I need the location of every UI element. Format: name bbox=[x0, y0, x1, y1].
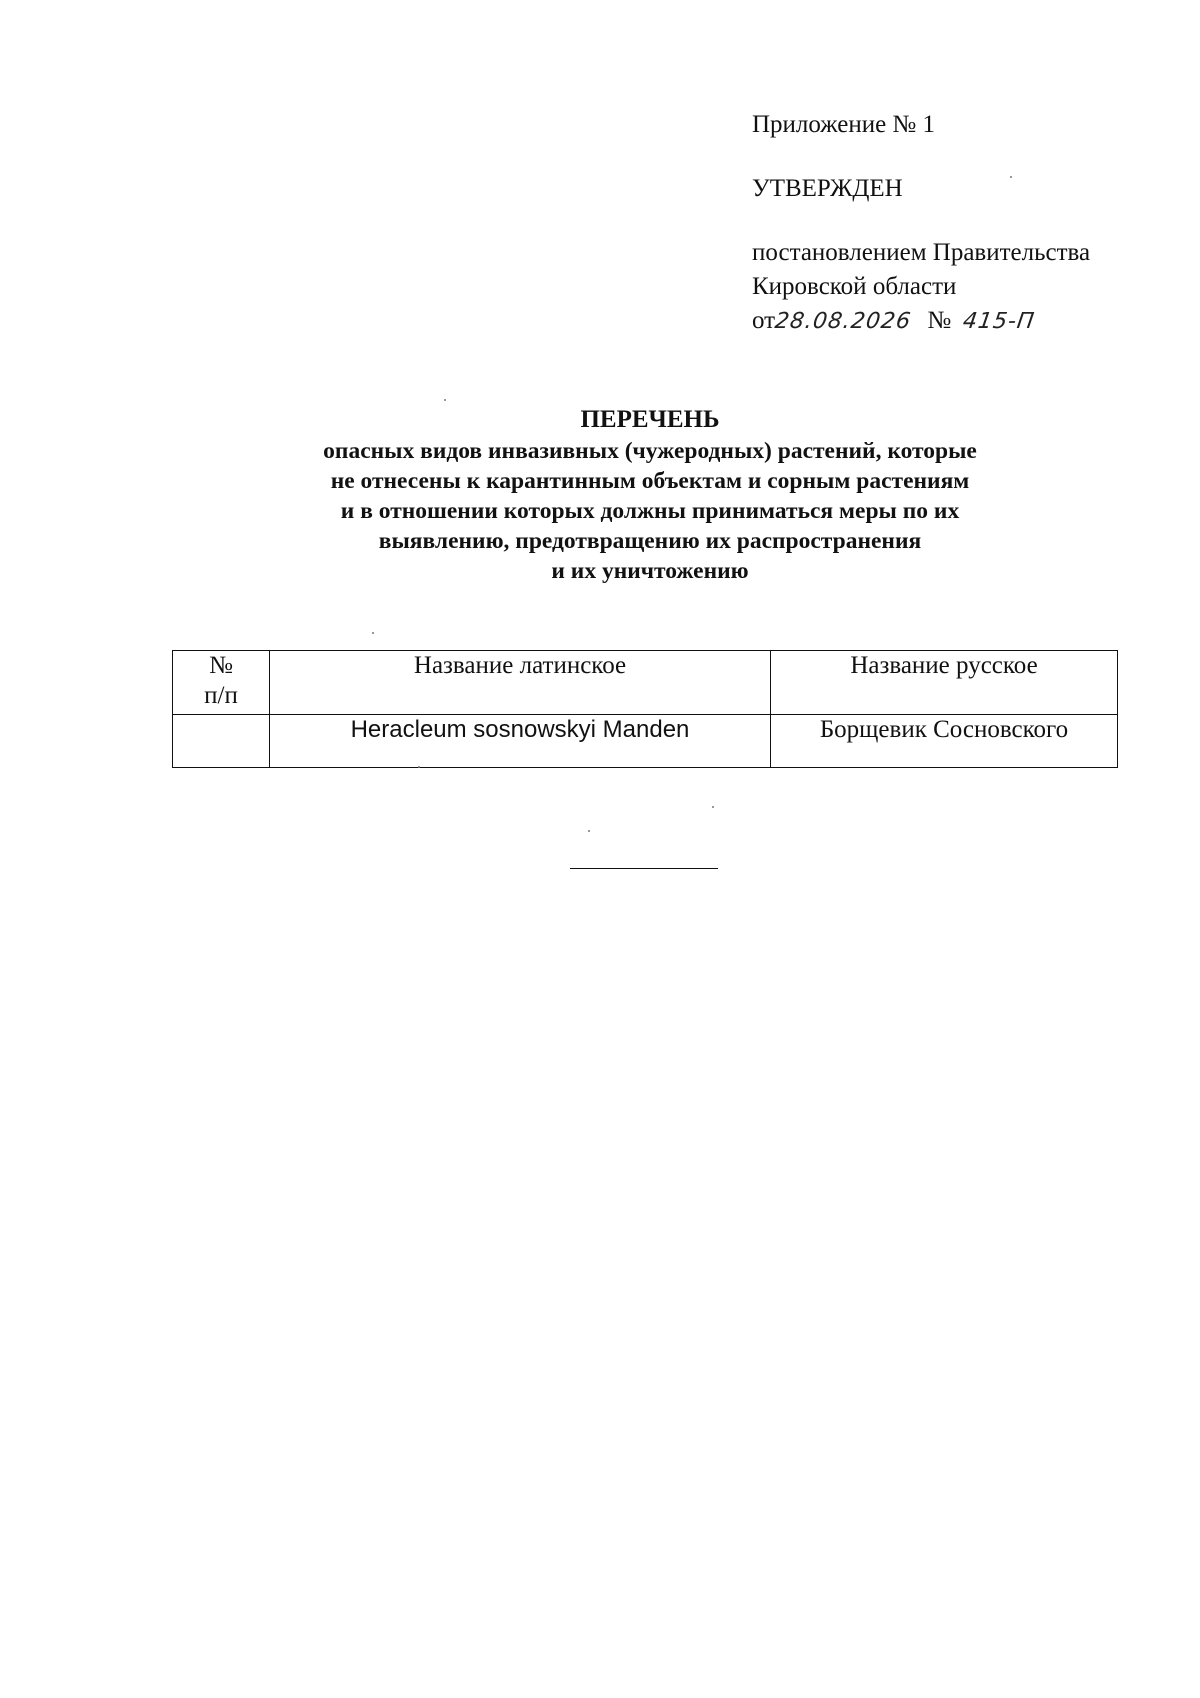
approval-date-line bbox=[752, 304, 1035, 339]
header-num-symbol: № bbox=[209, 652, 233, 679]
approved-by-line1: постановлением Правительства bbox=[752, 239, 1091, 266]
header-russian: Название русское bbox=[771, 651, 1118, 715]
title-line: опасных видов инвазивных (чужеродных) растений, которые bbox=[323, 438, 977, 464]
scan-speck bbox=[372, 632, 374, 634]
scan-speck bbox=[588, 830, 590, 832]
title-heading: ПЕРЕЧЕНЬ bbox=[580, 406, 720, 433]
end-separator-line bbox=[570, 868, 718, 869]
scan-speck bbox=[1010, 176, 1012, 178]
table-header-row bbox=[173, 651, 1118, 715]
header-num-pp: п/п bbox=[204, 682, 238, 709]
title-line: и их уничтожению bbox=[551, 558, 749, 584]
appendix-number: Приложение № 1 bbox=[752, 111, 936, 138]
approved-stamp-text: УТВЕРЖДЕН bbox=[752, 175, 903, 202]
handwritten-date: 28.08.2026 bbox=[773, 309, 913, 334]
number-prefix: № bbox=[927, 307, 952, 334]
header-latin: Название латинское bbox=[270, 651, 771, 715]
title-line: и в отношении которых должны приниматься меры по их bbox=[340, 498, 960, 524]
document-title bbox=[150, 405, 1150, 586]
cell-num bbox=[173, 715, 270, 768]
scan-speck bbox=[418, 766, 420, 768]
cell-latin-name: Heracleum sosnowskyi Manden bbox=[270, 715, 771, 768]
header-num bbox=[173, 651, 270, 715]
approved-by-line2: Кировской области bbox=[752, 273, 957, 300]
scan-speck bbox=[712, 806, 714, 808]
title-line: не отнесены к карантинным объектам и сорным растениям bbox=[330, 468, 970, 494]
table-row bbox=[173, 715, 1118, 768]
date-prefix: от bbox=[752, 307, 776, 334]
title-line: выявлению, предотвращению их распространения bbox=[378, 528, 922, 554]
handwritten-number: 415-П bbox=[961, 309, 1037, 334]
cell-russian-name: Борщевик Сосновского bbox=[771, 715, 1118, 768]
scan-speck bbox=[444, 399, 446, 401]
species-table bbox=[172, 650, 1118, 768]
